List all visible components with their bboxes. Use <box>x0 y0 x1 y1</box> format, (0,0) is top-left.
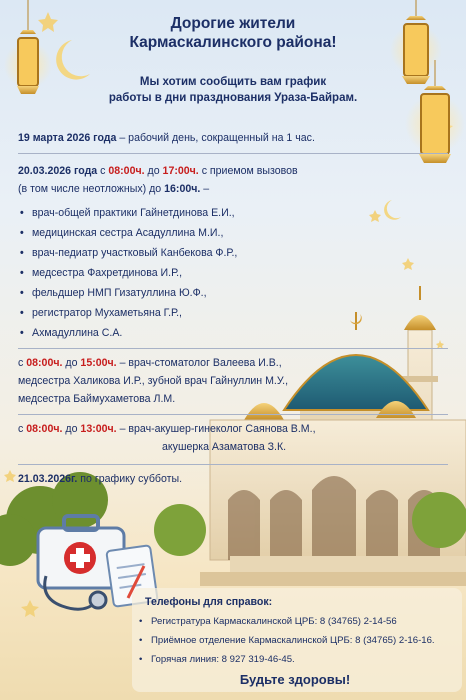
dental-line1-rest: – врач-стоматолог Валеева И.В., <box>116 357 282 369</box>
contact-item: • Приёмное отделение Кармаскалинской ЦРБ: 8 (34765) 2-16-16. <box>135 631 455 650</box>
gyn-row-2: акушерка Азаматова З.К. <box>162 441 287 453</box>
intro-line-2: работы в дни празднования Ураза-Байрам. <box>108 92 358 104</box>
day3-date: 21.03.2026г. <box>18 473 78 485</box>
day2-row <box>18 164 298 178</box>
day2-to-time: 17:00ч. <box>162 165 199 177</box>
dental-mid: до <box>62 357 81 369</box>
staff-list <box>18 205 237 345</box>
day3-row <box>18 472 182 486</box>
list-item: • фельдшер НМП Гизатуллина Ю.Ф., <box>18 285 237 305</box>
divider <box>18 414 448 415</box>
gyn-row-1 <box>18 422 316 436</box>
divider <box>18 153 448 154</box>
dental-row-1 <box>18 356 282 370</box>
gyn-to-time: 13:00ч. <box>80 423 117 435</box>
intro-line-1: Мы хотим сообщить вам график <box>139 76 327 88</box>
title-line-1: Дорогие жители <box>170 15 296 32</box>
footer-greeting: Будьте здоровы! <box>239 672 351 687</box>
dental-to-time: 15:00ч. <box>80 357 117 369</box>
contacts-title: Телефоны для справок: <box>145 596 273 608</box>
day1-row <box>18 131 315 145</box>
day1-date: 19 марта 2026 года <box>18 132 117 144</box>
contacts-block <box>135 596 455 669</box>
day2-line2-start: (в том числе неотложных) до <box>18 183 165 195</box>
page-title <box>0 14 466 52</box>
day1-text: – рабочий день, сокращенный на 1 час. <box>116 132 315 144</box>
day2-from-word: с <box>97 165 109 177</box>
day2-from-time: 08:00ч. <box>108 165 145 177</box>
gyn-mid: до <box>62 423 81 435</box>
list-item: • регистратор Мухаметьяна Г.Р., <box>18 305 237 325</box>
day2-row-2 <box>18 182 209 196</box>
divider <box>18 464 448 465</box>
list-item: • врач-педиатр участковый Канбекова Ф.Р., <box>18 245 237 265</box>
day2-date: 20.03.2026 года <box>18 165 98 177</box>
list-item: • медсестра Фахретдинова И.Р., <box>18 265 237 285</box>
day2-line2-end: – <box>200 183 210 195</box>
dental-row-2: медсестра Халикова И.Р., зубной врач Гайнуллин М.У., <box>18 375 289 387</box>
list-item: • Ахмадуллина С.А. <box>18 325 237 345</box>
intro-text <box>0 74 466 106</box>
dental-from-time: 08:00ч. <box>26 357 63 369</box>
list-item: • врач-общей практики Гайнетдинова Е.И., <box>18 205 237 225</box>
contacts-list <box>135 612 455 669</box>
gyn-line1-rest: – врач-акушер-гинеколог Саянова В.М., <box>116 423 316 435</box>
day2-rest: с приемом вызовов <box>198 165 298 177</box>
list-item: • медицинская сестра Асадуллина М.И., <box>18 225 237 245</box>
title-line-2: Кармаскалинского района! <box>129 34 337 51</box>
day2-to-word: до <box>144 165 163 177</box>
gyn-prefix: с <box>18 423 27 435</box>
dental-prefix: с <box>18 357 27 369</box>
day2-calls-time: 16:00ч. <box>164 183 201 195</box>
divider <box>18 348 448 349</box>
contact-item: • Горячая линия: 8 927 319-46-45. <box>135 650 455 669</box>
dental-row-3: медсестра Баймухаметова Л.М. <box>18 393 176 405</box>
day3-text: по графику субботы. <box>77 473 183 485</box>
gyn-from-time: 08:00ч. <box>26 423 63 435</box>
contact-item: • Регистратура Кармаскалинской ЦРБ: 8 (34765) 2-14-56 <box>135 612 455 631</box>
